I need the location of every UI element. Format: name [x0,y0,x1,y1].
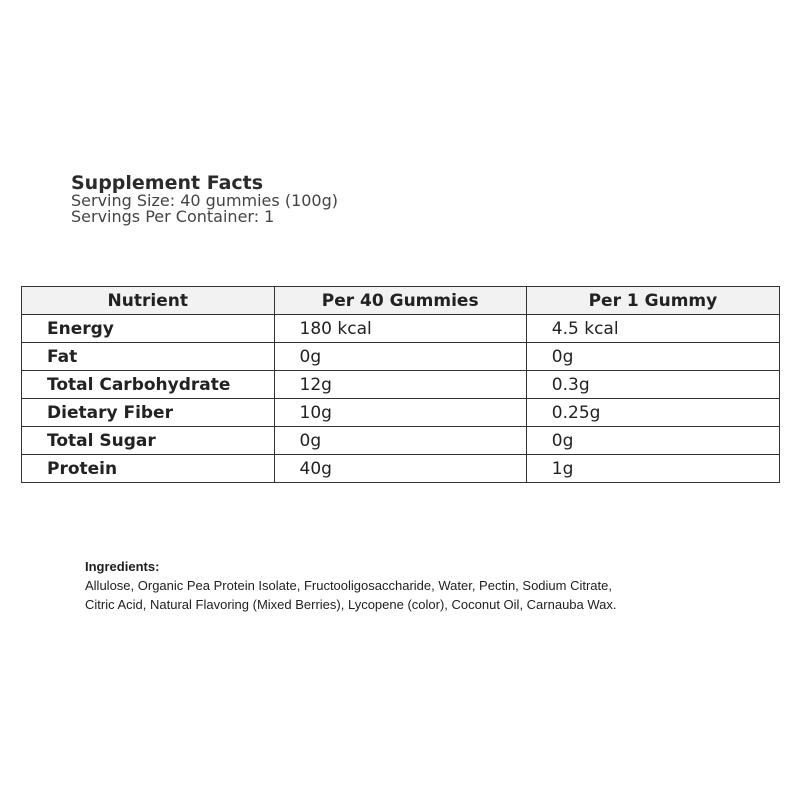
per-1-value: 0.3g [526,371,779,399]
ingredients-label: Ingredients: [85,559,160,574]
per-40-value: 180 kcal [274,315,526,343]
table-row [22,315,780,343]
ingredients-line-1: Allulose, Organic Pea Protein Isolate, Fructooligosaccharide, Water, Pectin, Sodium Citrate, [85,578,612,593]
per-40-value: 12g [274,371,526,399]
per-1-value: 0g [526,343,779,371]
per-40-value: 0g [274,343,526,371]
facts-title: Supplement Facts [71,172,264,194]
table-row [22,399,780,427]
nutrient-name: Energy [22,315,275,343]
column-header-per-40: Per 40 Gummies [274,287,526,315]
servings-per-container: Servings Per Container: 1 [71,207,275,226]
per-40-value: 0g [274,427,526,455]
column-header-nutrient: Nutrient [22,287,275,315]
nutrient-name: Fat [22,343,275,371]
nutrition-table [21,286,780,483]
per-40-value: 40g [274,455,526,483]
column-header-per-1: Per 1 Gummy [526,287,779,315]
per-1-value: 4.5 kcal [526,315,779,343]
nutrient-name: Dietary Fiber [22,399,275,427]
serving-size: Serving Size: 40 gummies (100g) [71,191,338,210]
table-row [22,371,780,399]
nutrient-name: Total Sugar [22,427,275,455]
ingredients-line-2: Citric Acid, Natural Flavoring (Mixed Berries), Lycopene (color), Coconut Oil, Carnauba Wax. [85,597,617,612]
ingredients-section [85,557,765,614]
per-1-value: 0.25g [526,399,779,427]
per-1-value: 0g [526,427,779,455]
per-40-value: 10g [274,399,526,427]
table-row [22,455,780,483]
table-header-row [22,287,780,315]
table-row [22,427,780,455]
supplement-facts-header [71,173,591,225]
per-1-value: 1g [526,455,779,483]
table-row [22,343,780,371]
nutrient-name: Protein [22,455,275,483]
nutrient-name: Total Carbohydrate [22,371,275,399]
